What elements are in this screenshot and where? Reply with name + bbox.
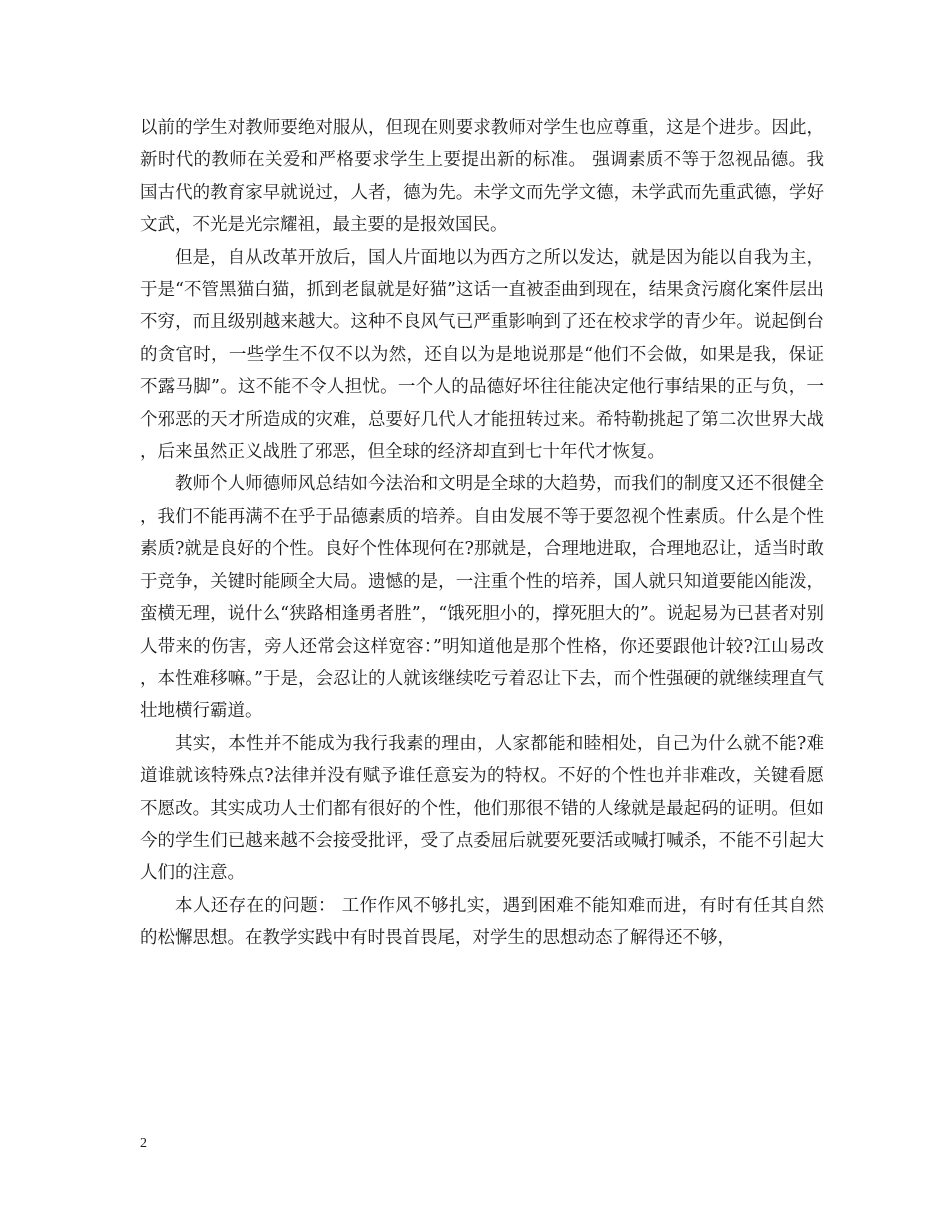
paragraph-1: 以前的学生对教师要绝对服从，但现在则要求教师对学生也应尊重，这是个进步。因此，新时代的教师在关爱和严格要求学生上要提出新的标准。 强调素质不等于忽视品德。我国古代的教育家早就说过，人者，德为先。未学文而先学文德，未学武而先重武德，学好文武，不光是光宗耀祖，最主要的是报效国民。 [140,118,824,236]
page-number: 2 [140,1136,147,1151]
paragraph-4: 其实，本性并不能成为我行我素的理由，人家都能和睦相处，自己为什么就不能?难道谁就该特殊点?法律并没有赋予谁任意妄为的特权。不好的个性也并非难改，关键看愿不愿改。其实成功人士们都有很好的个性，他们那很不错的人缘就是最起码的证明。但如今的学生们已越来越不会接受批评，受了点委屈后就要死要活或喊打喊杀，不能不引起大人们的注意。 [140,733,824,884]
paragraph-2: 但是，自从改革开放后，国人片面地以为西方之所以发达，就是因为能以自我为主，于是“不管黑猫白猫，抓到老鼠就是好猫”这话一直被歪曲到现在，结果贪污腐化案件层出不穷，而且级别越来越大。这种不良风气已严重影响到了还在校求学的青少年。说起倒台的贪官时，一些学生不仅不以为然，还自以为是地说那是“他们不会做，如果是我，保证不露马脚”。这不能不令人担忧。一个人的品德好坏往往能决定他行事结果的正与负，一个邪恶的天才所造成的灾难，总要好几代人才能扭转过来。希特勒挑起了第二次世界大战，后来虽然正义战胜了邪恶，但全球的经济却直到七十年代才恢复。 [140,247,824,463]
paragraph-5: 本人还存在的问题： 工作作风不够扎实，遇到困难不能知难而进，有时有任其自然的松懈思想。在教学实践中有时畏首畏尾，对学生的思想动态了解得还不够， [140,895,824,949]
body-text [140,112,824,955]
paragraph-3: 教师个人师德师风总结如今法治和文明是全球的大趋势，而我们的制度又还不很健全，我们不能再满不在乎于品德素质的培养。自由发展不等于要忽视个性素质。什么是个性素质?就是良好的个性。良好个性体现何在?那就是，合理地进取，合理地忍让，适当时敢于竞争，关键时能顾全大局。遗憾的是，一注重个性的培养，国人就只知道要能凶能泼，蛮横无理，说什么“狭路相逢勇者胜”，“饿死胆小的，撑死胆大的”。说起易为已甚者对别人带来的伤害，旁人还常会这样宽容：”明知道他是那个性格，你还要跟他计较?江山易改，本性难移嘛。”于是，会忍让的人就该继续吃亏着忍让下去，而个性强硬的就继续理直气壮地横行霸道。 [140,474,824,722]
